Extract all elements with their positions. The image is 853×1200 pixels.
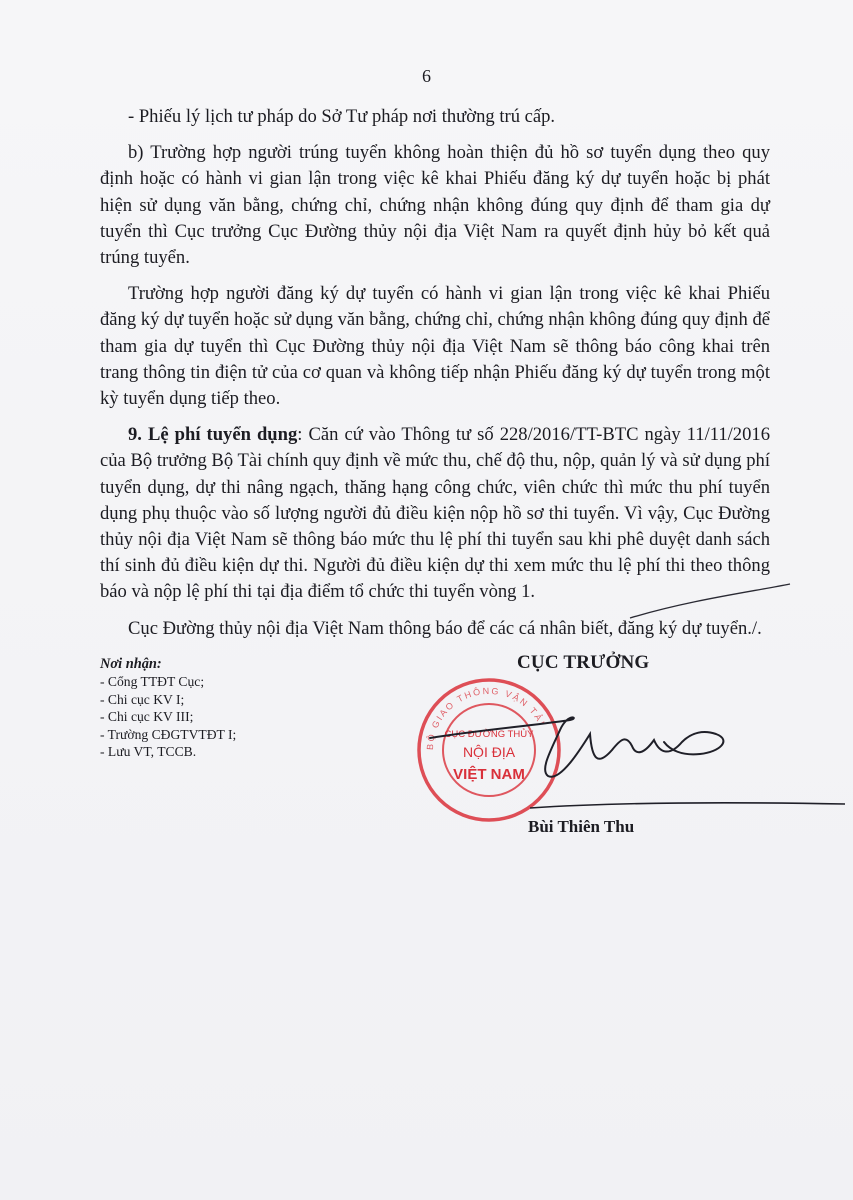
- seal-ring-text: BỘ GIAO THÔNG VẬN TẢI: [424, 685, 548, 751]
- page-number: 6: [422, 66, 431, 86]
- recipients-heading: Nơi nhận:: [100, 656, 162, 672]
- recipient-item: - Lưu VT, TCCB.: [100, 744, 197, 760]
- paragraph-fee: [100, 422, 770, 605]
- seal-line-2: NỘI ĐỊA: [462, 744, 516, 760]
- recipient-item: - Trường CĐGTVTĐT I;: [100, 726, 237, 742]
- recipient-item: - Chi cục KV I;: [100, 691, 185, 707]
- signer-title: CỤC TRƯỞNG: [517, 652, 650, 673]
- paragraph-criminal-record: - Phiếu lý lịch tư pháp do Sở Tư pháp nơi thường trú cấp.: [128, 106, 556, 127]
- seal-line-1: CỤC ĐƯỜNG THỦY: [444, 729, 534, 740]
- paragraph-closing: Cục Đường thủy nội địa Việt Nam thông báo để các cá nhân biết, đăng ký dự tuyển./.: [128, 617, 762, 639]
- fee-heading: 9. Lệ phí tuyển dụng: [128, 424, 298, 446]
- handwritten-signature: [420, 690, 850, 820]
- recipients-list: [100, 673, 400, 760]
- fee-body: : Căn cứ vào Thông tư số 228/2016/TT-BTC ngày 11/11/2016 của Bộ trưởng Bộ Tài chính quy định về mức thu, chế độ thu, nộp, quản lý và sử dụng phí tuyển dụng, dự thi nâng ngạch, thăng hạng công chức, viên chức thì mức thu phí tuyển dụng phụ thuộc vào số lượng người đủ điều kiện nộp hồ sơ thi tuyển. Vì vậy, Cục Đường thủy nội địa Việt Nam sẽ thông báo mức thu lệ phí thi tuyển sau khi phê duyệt danh sách thí sinh đủ điều kiện dự thi. Người đủ điều kiện dự thi xem mức thu lệ phí thi theo thông báo và nộp lệ phí thi tại địa điểm tổ chức thi tuyển vòng 1.: [100, 424, 770, 603]
- paragraph-cancel-result: b) Trường hợp người trúng tuyển không hoàn thiện đủ hồ sơ tuyển dụng theo quy định hoặc có hành vi gian lận trong việc kê khai Phiếu đăng ký dự tuyển hoặc bị phát hiện sử dụng văn bằng, chứng chỉ, chứng nhận không đúng quy định để tham gia dự tuyển thì Cục trưởng Cục Đường thủy nội địa Việt Nam ra quyết định hủy bỏ kết quả trúng tuyển.: [100, 142, 770, 269]
- document-body: [100, 104, 770, 642]
- recipients-block: [100, 656, 400, 760]
- seal-line-3: VIỆT NAM: [453, 766, 525, 783]
- recipient-item: - Cổng TTĐT Cục;: [100, 674, 205, 690]
- paragraph-fraud-notice: Trường hợp người đăng ký dự tuyển có hành vi gian lận trong việc kê khai Phiếu đăng ký dự tuyển hoặc sử dụng văn bằng, chứng chỉ, chứng nhận không đúng quy định để tham gia dự tuyển thì Cục Đường thủy nội địa Việt Nam sẽ thông báo công khai trên trang thông tin điện tử của cơ quan và không tiếp nhận Phiếu đăng ký dự tuyển trong một kỳ tuyển dụng tiếp theo.: [100, 283, 770, 410]
- signer-name: Bùi Thiên Thu: [528, 817, 635, 836]
- recipient-item: - Chi cục KV III;: [100, 709, 194, 725]
